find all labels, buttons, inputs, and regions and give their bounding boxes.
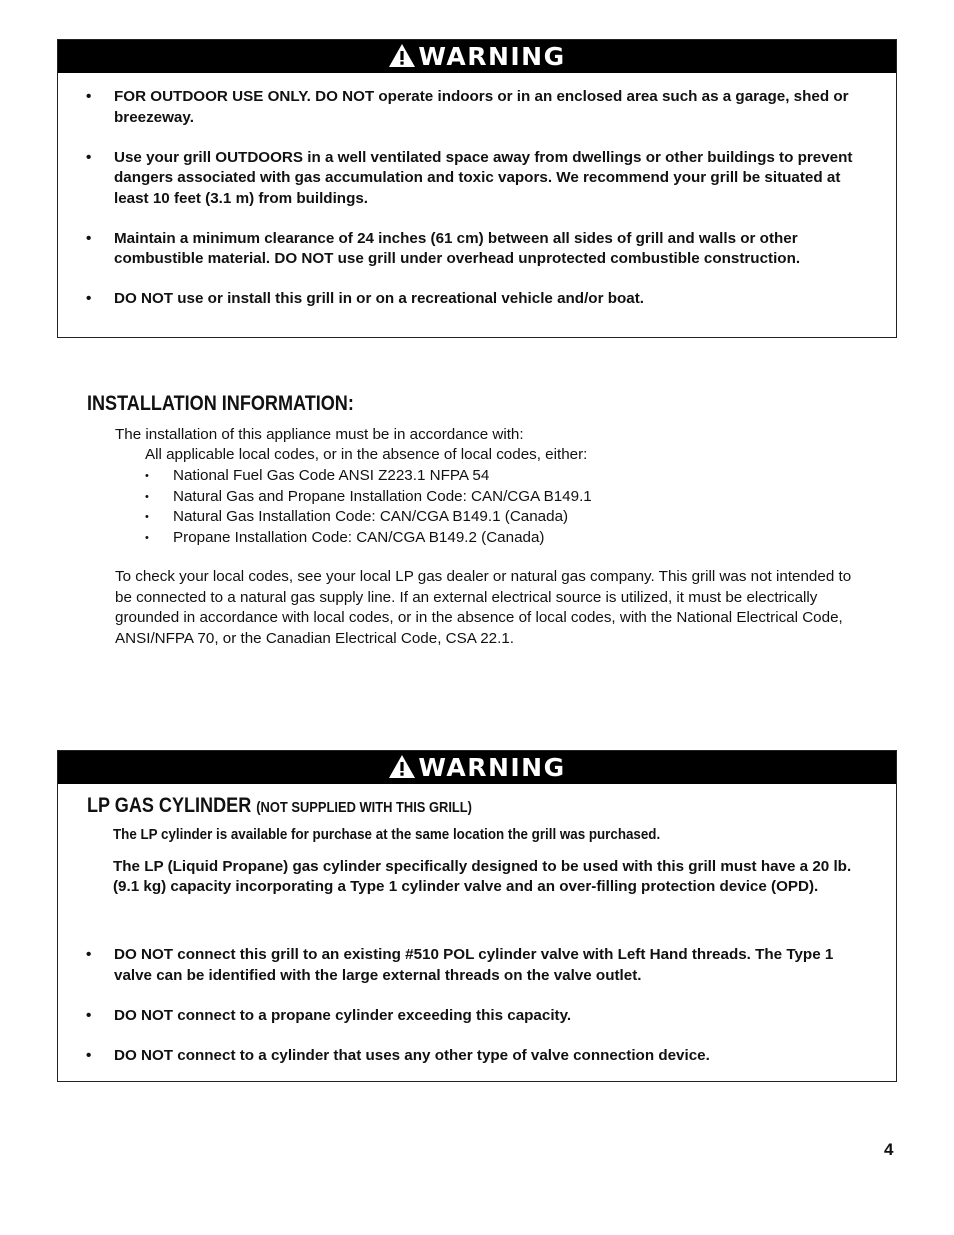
code-list-item: • Natural Gas and Propane Installation Code: CAN/CGA B149.1 (145, 487, 592, 505)
lp-availability-note: The LP cylinder is available for purchase at the same location the grill was purchased. (113, 826, 661, 843)
page-number: 4 (884, 1140, 894, 1159)
installation-intro: The installation of this appliance must be in accordance with: (115, 426, 524, 443)
warning-bullet: • FOR OUTDOOR USE ONLY. DO NOT operate indoors or in an enclosed area such as a garage, shed or breezeway. (86, 88, 849, 126)
warning-bullet: • DO NOT connect to a cylinder that uses any other type of valve connection device. (86, 1046, 710, 1064)
warning-triangle-icon (388, 754, 416, 779)
warning-box-outdoor-use (57, 39, 897, 338)
warning-bullet-list (58, 945, 896, 1086)
warning-bullet: • Maintain a minimum clearance of 24 inches (61 cm) between all sides of grill and walls or other combustible material. DO NOT use grill under overhead unprotected combustible construction. (86, 229, 801, 267)
warning-bullet-list (58, 87, 896, 310)
installation-subtext: All applicable local codes, or in the absence of local codes, either: (145, 446, 588, 463)
lp-cylinder-spec: The LP (Liquid Propane) gas cylinder specifically designed to be used with this grill must have a 20 lb. (9.1 kg) capacity incorporating a Type 1 cylinder valve and an over-filling protection device (OPD). (113, 858, 852, 895)
warning-title: WARNING (418, 42, 566, 71)
warning-triangle-icon (388, 43, 416, 68)
installation-heading: INSTALLATION INFORMATION: (87, 392, 354, 415)
warning-banner (58, 751, 896, 784)
warning-bullet: • Use your grill OUTDOORS in a well ventilated space away from dwellings or other buildings to prevent dangers associated with gas accumulation and toxic vapors. We recommend your grill be situated at least 10 feet (3.1 m) from buildings. (86, 148, 853, 207)
lp-cylinder-heading (87, 794, 472, 818)
lp-heading-note: (NOT SUPPLIED WITH THIS GRILL) (256, 799, 472, 816)
warning-bullet: • DO NOT connect this grill to an existing #510 POL cylinder valve with Left Hand threads. The Type 1 valve can be identified with the large external threads on the valve outlet. (86, 946, 834, 984)
lp-heading-title: LP GAS CYLINDER (87, 794, 252, 817)
installation-code-list (145, 466, 592, 548)
code-list-item: • Natural Gas Installation Code: CAN/CGA B149.1 (Canada) (145, 508, 569, 525)
warning-bullet: • DO NOT use or install this grill in or on a recreational vehicle and/or boat. (86, 290, 644, 307)
warning-bullet: • DO NOT connect to a propane cylinder exceeding this capacity. (86, 1006, 572, 1024)
installation-paragraph: To check your local codes, see your local LP gas dealer or natural gas company. This grill was not intended to be connected to a natural gas supply line. If an external electrical source is utilized, it must be electrically grounded in accordance with local codes, or in the absence of local codes, with the National Electrical Code, ANSI/NFPA 70, or the Canadian Electrical Code, CSA 22.1. (115, 568, 852, 647)
code-list-item: • National Fuel Gas Code ANSI Z223.1 NFPA 54 (145, 467, 490, 484)
warning-banner (58, 40, 896, 73)
warning-title: WARNING (418, 753, 566, 782)
code-list-item: • Propane Installation Code: CAN/CGA B149.2 (Canada) (145, 528, 545, 546)
